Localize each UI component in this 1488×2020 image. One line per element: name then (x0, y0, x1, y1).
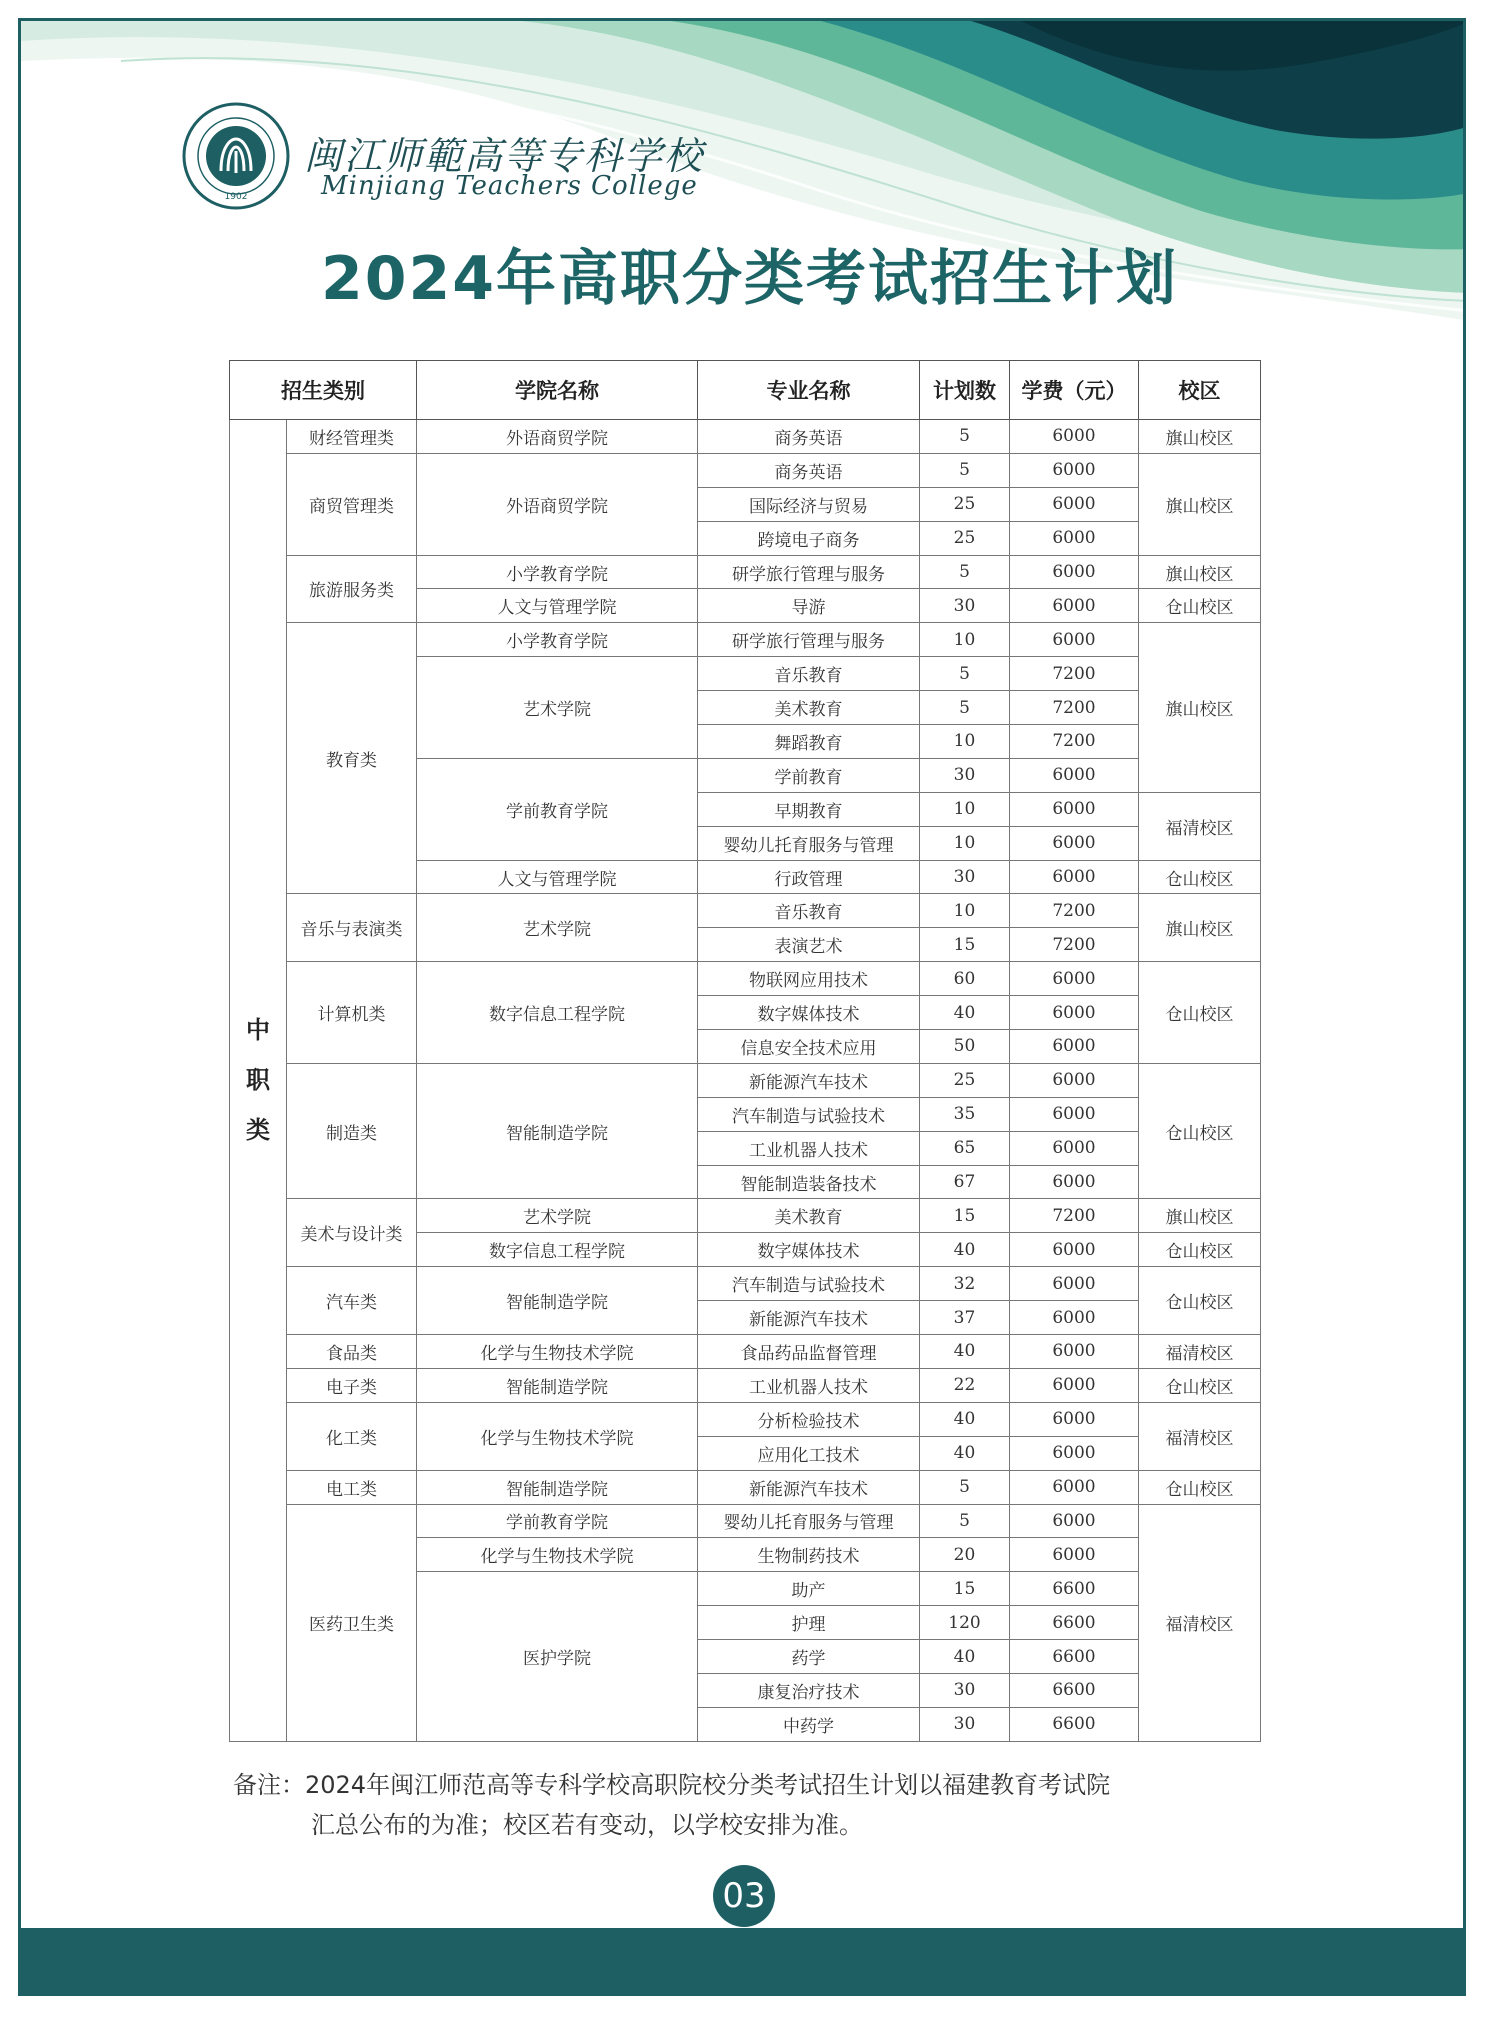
quota-cell: 10 (920, 623, 1010, 657)
college-cell: 学前教育学院 (417, 758, 698, 860)
quota-cell: 5 (920, 1470, 1010, 1504)
footer-bar (21, 1928, 1466, 1993)
campus-cell: 旗山校区 (1139, 420, 1261, 454)
college-cell: 智能制造学院 (417, 1063, 698, 1199)
fee-cell: 6000 (1010, 1063, 1139, 1097)
campus-cell: 旗山校区 (1139, 894, 1261, 962)
category-cell: 商贸管理类 (287, 453, 417, 555)
major-cell: 新能源汽车技术 (698, 1063, 920, 1097)
quota-cell: 5 (920, 657, 1010, 691)
college-cell: 艺术学院 (417, 657, 698, 759)
header-major: 专业名称 (698, 361, 920, 420)
fee-cell: 6600 (1010, 1673, 1139, 1707)
college-cell: 艺术学院 (417, 1199, 698, 1233)
college-cell: 小学教育学院 (417, 555, 698, 589)
major-cell: 研学旅行管理与服务 (698, 555, 920, 589)
college-cell: 智能制造学院 (417, 1267, 698, 1335)
college-cell: 人文与管理学院 (417, 589, 698, 623)
fee-cell: 6000 (1010, 1165, 1139, 1199)
category-cell: 教育类 (287, 623, 417, 894)
category-cell: 汽车类 (287, 1267, 417, 1335)
major-cell: 药学 (698, 1640, 920, 1674)
table-row (230, 1368, 1261, 1402)
fee-cell: 7200 (1010, 657, 1139, 691)
major-cell: 中药学 (698, 1707, 920, 1741)
campus-cell: 仓山校区 (1139, 1233, 1261, 1267)
fee-cell: 7200 (1010, 928, 1139, 962)
college-cell: 外语商贸学院 (417, 453, 698, 555)
quota-cell: 40 (920, 1233, 1010, 1267)
college-cell: 人文与管理学院 (417, 860, 698, 894)
college-cell: 数字信息工程学院 (417, 1233, 698, 1267)
category-cell: 电工类 (287, 1470, 417, 1504)
major-cell: 美术教育 (698, 691, 920, 725)
quota-cell: 60 (920, 962, 1010, 996)
college-cell: 化学与生物技术学院 (417, 1538, 698, 1572)
fee-cell: 6000 (1010, 758, 1139, 792)
major-cell: 婴幼儿托育服务与管理 (698, 1504, 920, 1538)
fee-cell: 6000 (1010, 996, 1139, 1030)
campus-cell: 仓山校区 (1139, 860, 1261, 894)
fee-cell: 6000 (1010, 826, 1139, 860)
major-cell: 舞蹈教育 (698, 725, 920, 759)
fee-cell: 6600 (1010, 1640, 1139, 1674)
quota-cell: 25 (920, 1063, 1010, 1097)
major-cell: 新能源汽车技术 (698, 1470, 920, 1504)
fee-cell: 6000 (1010, 589, 1139, 623)
major-cell: 美术教育 (698, 1199, 920, 1233)
table-row (230, 1063, 1261, 1097)
campus-cell: 仓山校区 (1139, 589, 1261, 623)
fee-cell: 6000 (1010, 1504, 1139, 1538)
fee-cell: 6600 (1010, 1606, 1139, 1640)
campus-cell: 仓山校区 (1139, 1470, 1261, 1504)
quota-cell: 15 (920, 1199, 1010, 1233)
table-row (230, 1199, 1261, 1233)
category-cell: 音乐与表演类 (287, 894, 417, 962)
college-cell: 化学与生物技术学院 (417, 1402, 698, 1470)
table-body (230, 420, 1261, 1742)
table-row (230, 962, 1261, 996)
quota-cell: 40 (920, 1335, 1010, 1369)
category-cell: 计算机类 (287, 962, 417, 1064)
fee-cell: 6000 (1010, 962, 1139, 996)
category-cell: 医药卫生类 (287, 1504, 417, 1741)
major-cell: 助产 (698, 1572, 920, 1606)
campus-cell: 旗山校区 (1139, 1199, 1261, 1233)
quota-cell: 120 (920, 1606, 1010, 1640)
quota-cell: 32 (920, 1267, 1010, 1301)
footnote-line-1: 备注：2024年闽江师范高等专科学校高职院校分类考试招生计划以福建教育考试院 (233, 1771, 1111, 1799)
fee-cell: 7200 (1010, 894, 1139, 928)
main-category-cell: 中 职 类 (230, 420, 287, 1742)
logo-year: 1902 (224, 192, 248, 202)
major-cell: 汽车制造与试验技术 (698, 1267, 920, 1301)
fee-cell: 6000 (1010, 1030, 1139, 1064)
footnote-line-2: 汇总公布的为准；校区若有变动，以学校安排为准。 (311, 1811, 863, 1839)
major-cell: 商务英语 (698, 420, 920, 454)
major-cell: 音乐教育 (698, 657, 920, 691)
major-cell: 婴幼儿托育服务与管理 (698, 826, 920, 860)
school-name-chinese: 闽江师範高等专科学校 (304, 134, 705, 178)
table-header-row (230, 361, 1261, 420)
quota-cell: 37 (920, 1301, 1010, 1335)
major-cell: 早期教育 (698, 792, 920, 826)
major-cell: 护理 (698, 1606, 920, 1640)
college-cell: 外语商贸学院 (417, 420, 698, 454)
fee-cell: 6000 (1010, 623, 1139, 657)
fee-cell: 6000 (1010, 1233, 1139, 1267)
quota-cell: 5 (920, 420, 1010, 454)
college-cell: 化学与生物技术学院 (417, 1335, 698, 1369)
major-cell: 食品药品监督管理 (698, 1335, 920, 1369)
fee-cell: 6000 (1010, 521, 1139, 555)
campus-cell: 旗山校区 (1139, 623, 1261, 792)
major-cell: 数字媒体技术 (698, 996, 920, 1030)
college-cell: 数字信息工程学院 (417, 962, 698, 1064)
page-number: 03 (713, 1865, 775, 1927)
fee-cell: 6600 (1010, 1572, 1139, 1606)
quota-cell: 25 (920, 521, 1010, 555)
quota-cell: 67 (920, 1165, 1010, 1199)
major-cell: 分析检验技术 (698, 1402, 920, 1436)
table-row (230, 1267, 1261, 1301)
major-cell: 行政管理 (698, 860, 920, 894)
fee-cell: 6000 (1010, 1436, 1139, 1470)
header-quota: 计划数 (920, 361, 1010, 420)
table-row (230, 420, 1261, 454)
fee-cell: 7200 (1010, 1199, 1139, 1233)
campus-cell: 旗山校区 (1139, 453, 1261, 555)
quota-cell: 30 (920, 1707, 1010, 1741)
campus-cell: 福清校区 (1139, 1335, 1261, 1369)
major-cell: 信息安全技术应用 (698, 1030, 920, 1064)
fee-cell: 6000 (1010, 487, 1139, 521)
quota-cell: 5 (920, 691, 1010, 725)
major-cell: 学前教育 (698, 758, 920, 792)
table-row (230, 555, 1261, 589)
major-cell: 物联网应用技术 (698, 962, 920, 996)
college-cell: 智能制造学院 (417, 1368, 698, 1402)
quota-cell: 20 (920, 1538, 1010, 1572)
major-cell: 国际经济与贸易 (698, 487, 920, 521)
major-cell: 康复治疗技术 (698, 1673, 920, 1707)
category-cell: 旅游服务类 (287, 555, 417, 623)
fee-cell: 7200 (1010, 725, 1139, 759)
footnote (233, 1765, 1110, 1845)
school-name-english: Minjiang Teachers College (321, 171, 698, 201)
quota-cell: 10 (920, 792, 1010, 826)
quota-cell: 10 (920, 725, 1010, 759)
quota-cell: 15 (920, 928, 1010, 962)
category-cell: 电子类 (287, 1368, 417, 1402)
campus-cell: 福清校区 (1139, 1504, 1261, 1741)
fee-cell: 6000 (1010, 1402, 1139, 1436)
category-cell: 食品类 (287, 1335, 417, 1369)
table-row (230, 894, 1261, 928)
campus-cell: 旗山校区 (1139, 555, 1261, 589)
fee-cell: 6000 (1010, 555, 1139, 589)
college-cell: 智能制造学院 (417, 1470, 698, 1504)
major-cell: 表演艺术 (698, 928, 920, 962)
quota-cell: 40 (920, 1640, 1010, 1674)
major-cell: 应用化工技术 (698, 1436, 920, 1470)
campus-cell: 福清校区 (1139, 792, 1261, 860)
quota-cell: 30 (920, 1673, 1010, 1707)
campus-cell: 仓山校区 (1139, 1267, 1261, 1335)
quota-cell: 15 (920, 1572, 1010, 1606)
major-cell: 研学旅行管理与服务 (698, 623, 920, 657)
major-cell: 汽车制造与试验技术 (698, 1097, 920, 1131)
college-cell: 医护学院 (417, 1572, 698, 1741)
major-cell: 商务英语 (698, 453, 920, 487)
quota-cell: 5 (920, 453, 1010, 487)
quota-cell: 5 (920, 555, 1010, 589)
table-row (230, 453, 1261, 487)
table-row (230, 1470, 1261, 1504)
quota-cell: 10 (920, 894, 1010, 928)
quota-cell: 5 (920, 1504, 1010, 1538)
header-category: 招生类别 (230, 361, 417, 420)
fee-cell: 6000 (1010, 860, 1139, 894)
college-seal-logo (181, 101, 291, 211)
major-cell: 生物制药技术 (698, 1538, 920, 1572)
fee-cell: 6000 (1010, 1097, 1139, 1131)
quota-cell: 65 (920, 1131, 1010, 1165)
fee-cell: 6000 (1010, 1267, 1139, 1301)
header-college: 学院名称 (417, 361, 698, 420)
major-cell: 音乐教育 (698, 894, 920, 928)
fee-cell: 6000 (1010, 1335, 1139, 1369)
fee-cell: 6000 (1010, 1538, 1139, 1572)
major-cell: 导游 (698, 589, 920, 623)
header-campus: 校区 (1139, 361, 1261, 420)
major-cell: 数字媒体技术 (698, 1233, 920, 1267)
campus-cell: 福清校区 (1139, 1402, 1261, 1470)
college-cell: 学前教育学院 (417, 1504, 698, 1538)
campus-cell: 仓山校区 (1139, 1063, 1261, 1199)
major-cell: 智能制造装备技术 (698, 1165, 920, 1199)
major-cell: 工业机器人技术 (698, 1368, 920, 1402)
page-title: 2024年高职分类考试招生计划 (321, 244, 1178, 314)
quota-cell: 10 (920, 826, 1010, 860)
fee-cell: 6000 (1010, 453, 1139, 487)
category-cell: 美术与设计类 (287, 1199, 417, 1267)
quota-cell: 35 (920, 1097, 1010, 1131)
enrollment-plan-table (229, 360, 1261, 1742)
table-row (230, 1335, 1261, 1369)
header-fee: 学费（元） (1010, 361, 1139, 420)
college-cell: 小学教育学院 (417, 623, 698, 657)
major-cell: 工业机器人技术 (698, 1131, 920, 1165)
fee-cell: 6000 (1010, 420, 1139, 454)
quota-cell: 30 (920, 758, 1010, 792)
table-row (230, 1402, 1261, 1436)
fee-cell: 6600 (1010, 1707, 1139, 1741)
fee-cell: 6000 (1010, 1131, 1139, 1165)
quota-cell: 40 (920, 1402, 1010, 1436)
quota-cell: 22 (920, 1368, 1010, 1402)
category-cell: 化工类 (287, 1402, 417, 1470)
table-row (230, 1504, 1261, 1538)
category-cell: 财经管理类 (287, 420, 417, 454)
quota-cell: 25 (920, 487, 1010, 521)
category-cell: 制造类 (287, 1063, 417, 1199)
quota-cell: 40 (920, 996, 1010, 1030)
college-cell: 艺术学院 (417, 894, 698, 962)
table-row (230, 623, 1261, 657)
campus-cell: 仓山校区 (1139, 1368, 1261, 1402)
major-cell: 跨境电子商务 (698, 521, 920, 555)
major-cell: 新能源汽车技术 (698, 1301, 920, 1335)
quota-cell: 50 (920, 1030, 1010, 1064)
fee-cell: 7200 (1010, 691, 1139, 725)
fee-cell: 6000 (1010, 792, 1139, 826)
quota-cell: 30 (920, 589, 1010, 623)
campus-cell: 仓山校区 (1139, 962, 1261, 1064)
quota-cell: 40 (920, 1436, 1010, 1470)
quota-cell: 30 (920, 860, 1010, 894)
fee-cell: 6000 (1010, 1470, 1139, 1504)
fee-cell: 6000 (1010, 1368, 1139, 1402)
fee-cell: 6000 (1010, 1301, 1139, 1335)
